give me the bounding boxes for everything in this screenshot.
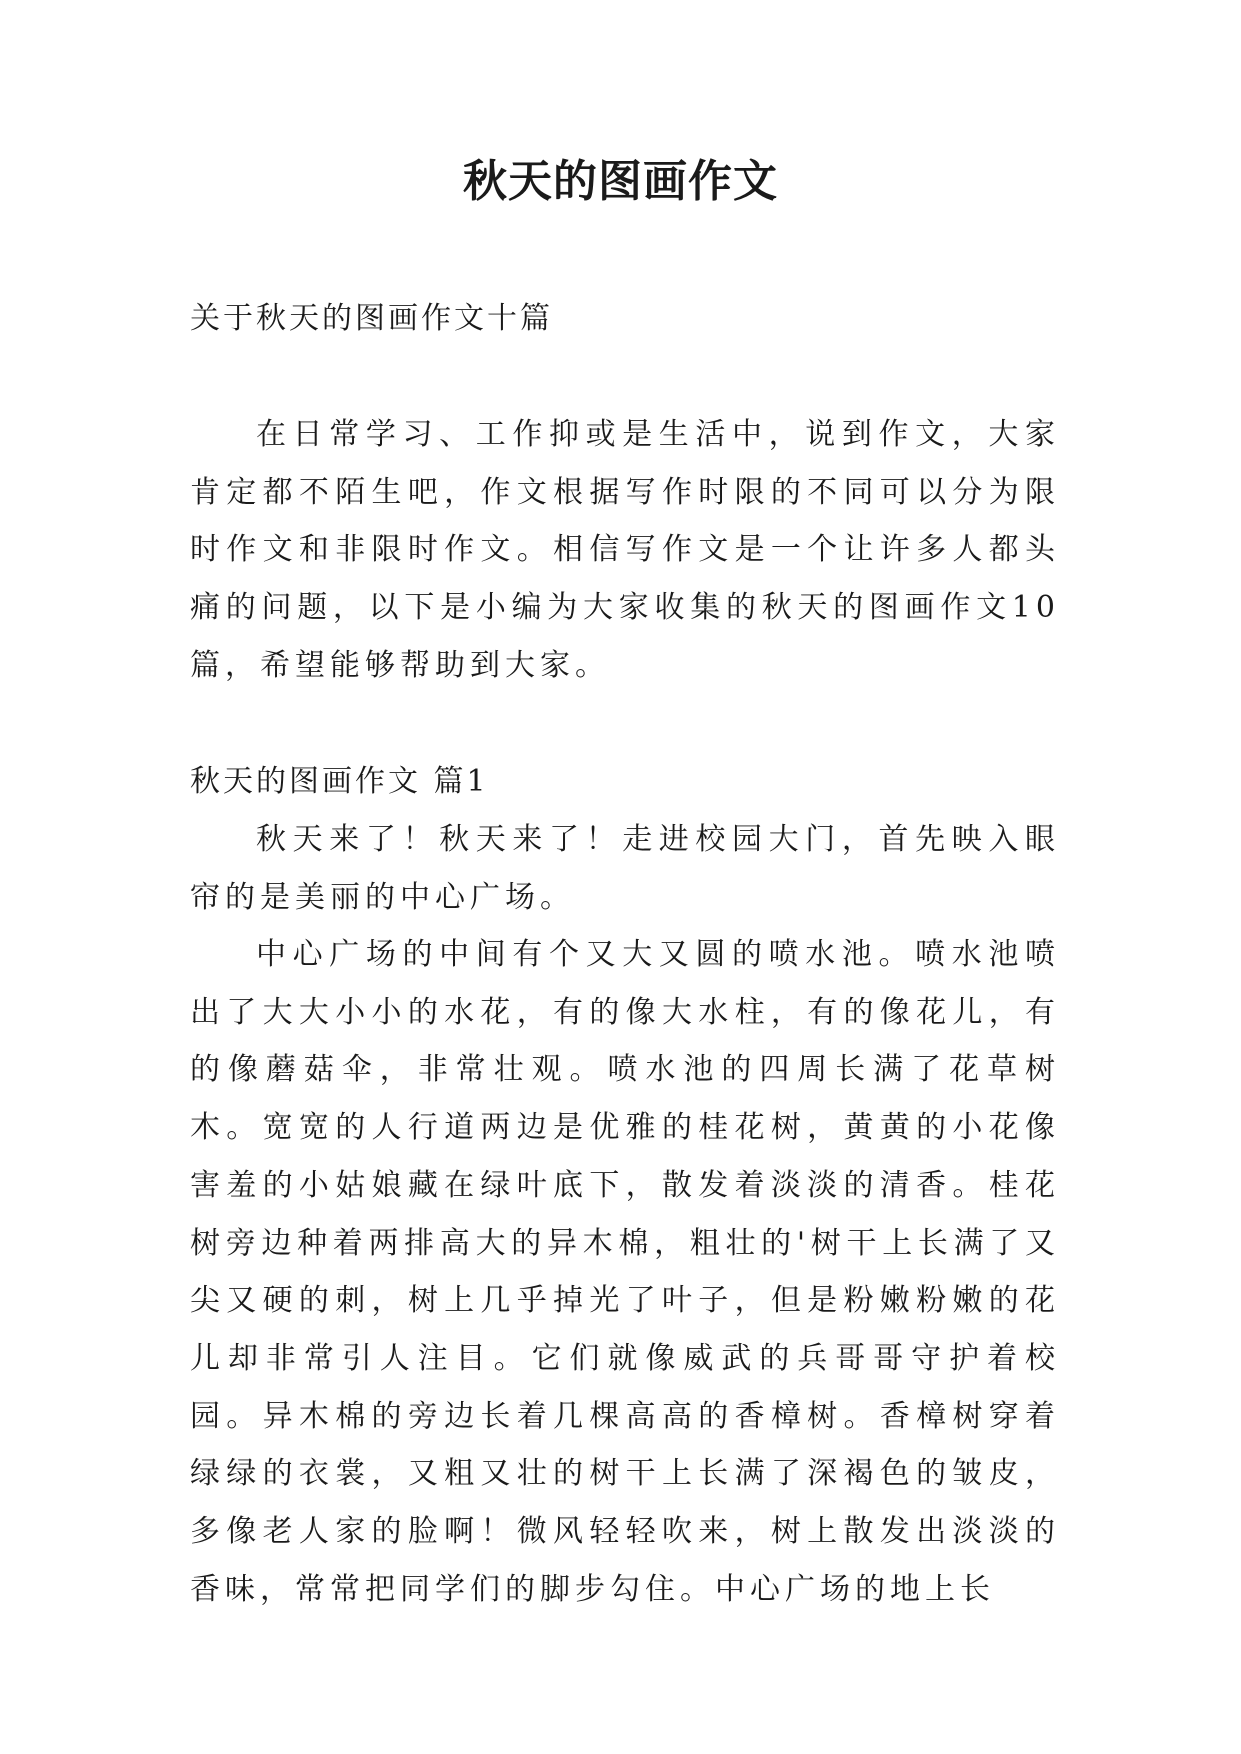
document-subtitle: 关于秋天的图画作文十篇 bbox=[190, 301, 553, 336]
body-paragraph-1: 秋天来了！秋天来了！走进校园大门，首先映入眼帘的是美丽的中心广场。 bbox=[190, 822, 1060, 915]
document-title: 秋天的图画作文 bbox=[463, 156, 778, 207]
section-heading: 秋天的图画作文 篇1 bbox=[190, 764, 489, 799]
intro-paragraph: 在日常学习、工作抑或是生活中，说到作文，大家肯定都不陌生吧，作文根据写作时限的不同可以分为限时作文和非限时作文。相信写作文是一个让许多人都头痛的问题，以下是小编为大家收集的秋天的图画作文10篇，希望能够帮助到大家。 bbox=[190, 417, 1060, 683]
body-paragraph-2: 中心广场的中间有个又大又圆的喷水池。喷水池喷出了大大小小的水花，有的像大水柱，有的像花儿，有的像蘑菇伞，非常壮观。喷水池的四周长满了花草树木。宽宽的人行道两边是优雅的桂花树，黄黄的小花像害羞的小姑娘藏在绿叶底下，散发着淡淡的清香。桂花树旁边种着两排高大的异木棉，粗壮的'树干上长满了又尖又硬的刺，树上几乎掉光了叶子，但是粉嫩粉嫩的花儿却非常引人注目。它们就像威武的兵哥哥守护着校园。异木棉的旁边长着几棵高高的香樟树。香樟树穿着绿绿的衣裳，又粗又壮的树干上长满了深褐色的皱皮，多像老人家的脸啊！微风轻轻吹来，树上散发出淡淡的香味，常常把同学们的脚步勾住。中心广场的地上长 bbox=[190, 937, 1060, 1607]
